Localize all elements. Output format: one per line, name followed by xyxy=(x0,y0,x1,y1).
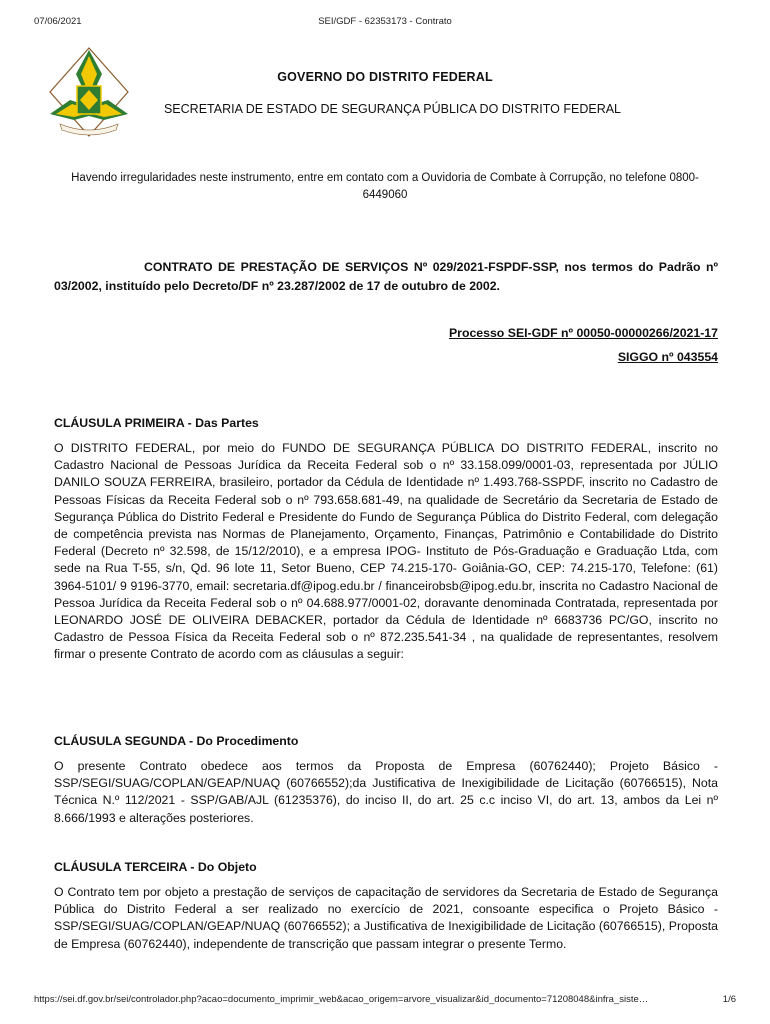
clause-heading: CLÁUSULA TERCEIRA - Do Objeto xyxy=(54,860,257,874)
print-header-date: 07/06/2021 xyxy=(34,16,82,27)
government-title: GOVERNO DO DISTRITO FEDERAL xyxy=(277,70,493,84)
clause-heading: CLÁUSULA PRIMEIRA - Das Partes xyxy=(54,416,259,430)
process-number: Processo SEI-GDF nº 00050-00000266/2021-17 xyxy=(448,326,718,340)
secretariat-title: SECRETARIA DE ESTADO DE SEGURANÇA PÚBLICA DO DISTRITO FEDERAL xyxy=(163,102,622,116)
clause-text: O Contrato tem por objeto a prestação de serviços de capacitação de servidores da Secretaria de Estado de Segurança Pública do Distrito Federal a ser realizado no exercício de 2021, consoante especifica o Projeto Básico - SSP/SEGI/SUAG/COPLAN/GEAP/NUAQ (60766552); a Justificativa de Inexigibilidade de Licitação (60766515), Proposta de Empresa (60762440), independente de transcrição que passam integrar o presente Termo. xyxy=(54,885,718,951)
clause-text: O presente Contrato obedece aos termos da Proposta de Empresa (60762440); Projeto Básico - SSP/SEGI/SUAG/COPLAN/GEAP/NUAQ (60766552);da Justificativa de Inexigibilidade de Licitação (60766515), Nota Técnica N.º 112/2021 - SSP/GAB/AJL (61235376), do inciso II, do art. 25 c.c inciso VI, do art. 13, ambos da Lei nº 8.666/1993 e alterações posteriores. xyxy=(54,759,718,825)
contract-title: CONTRATO DE PRESTAÇÃO DE SERVIÇOS Nº 029/2021-FSPDF-SSP, nos termos do Padrão nº 03/2002, instituído pelo Decreto/DF nº 23.287/2002 de 17 de outubro de 2002. xyxy=(54,260,718,293)
clause-text: O DISTRITO FEDERAL, por meio do FUNDO DE SEGURANÇA PÚBLICA DO DISTRITO FEDERAL, inscrito no Cadastro Nacional de Pessoas Jurídica da Receita Federal sob o nº 33.158.099/0001-03, representada por JÚLIO DANILO SOUZA FERREIRA, brasileiro, portador da Cédula de Identidade nº 1.493.768-SSPDF, inscrito no Cadastro de Pessoas Físicas da Receita Federal sob o nº 793.658.681-49, na qualidade de Secretário da Secretaria de Estado de Segurança Pública do Distrito Federal e Presidente do Fundo de Segurança Pública do Distrito Federal, com delegação de competência prevista nas Normas de Planejamento, Orçamento, Finanças, Patrimônio e Contabilidade do Distrito Federal (Decreto nº 32.598, de 15/12/2010), e a empresa IPOG- Instituto de Pós-Graduação e Graduação Ltda, com sede na Rua T-55, s/n, Qd. 96 lote 11, Setor Bueno, CEP 74.215-170- Goiânia-GO, CEP: 74.215-170, Telefone: (61) 3964-5101/ 9 9196-3770, email: secretaria.df@ipog.edu.br / financeirobsb@ipog.edu.br, inscrita no Cadastro Nacional de Pessoa Jurídica da Receita Federal sob o nº 04.688.977/0001-02, doravante denominada Contratada, representada por LEONARDO JOSÉ DE OLIVEIRA DEBACKER, portador da Cédula de Identidade nº 6683736 PC/GO, inscrito no Cadastro de Pessoa Física da Receita Federal sob o nº 872.235.541-34 , na qualidade de representantes, resolvem firmar o presente Contrato de acordo com as cláusulas a seguir: xyxy=(54,441,718,662)
ouvidoria-notice: Havendo irregularidades neste instrumento, entre em contato com a Ouvidoria de Combate à Corrupção, no telefone 0800-6449060 xyxy=(71,172,699,201)
document-url: https://sei.df.gov.br/sei/controlador.php?acao=documento_imprimir_web&acao_origem=arvore_visualizar&id_documento=71208048&infra_siste… xyxy=(34,994,649,1005)
print-header-title: SEI/GDF - 62353173 - Contrato xyxy=(318,16,452,27)
siggo-number: SIGGO nº 043554 xyxy=(617,350,718,364)
page-number: 1/6 xyxy=(722,994,736,1005)
coat-of-arms-icon xyxy=(44,44,134,140)
clause-heading: CLÁUSULA SEGUNDA - Do Procedimento xyxy=(54,734,299,748)
